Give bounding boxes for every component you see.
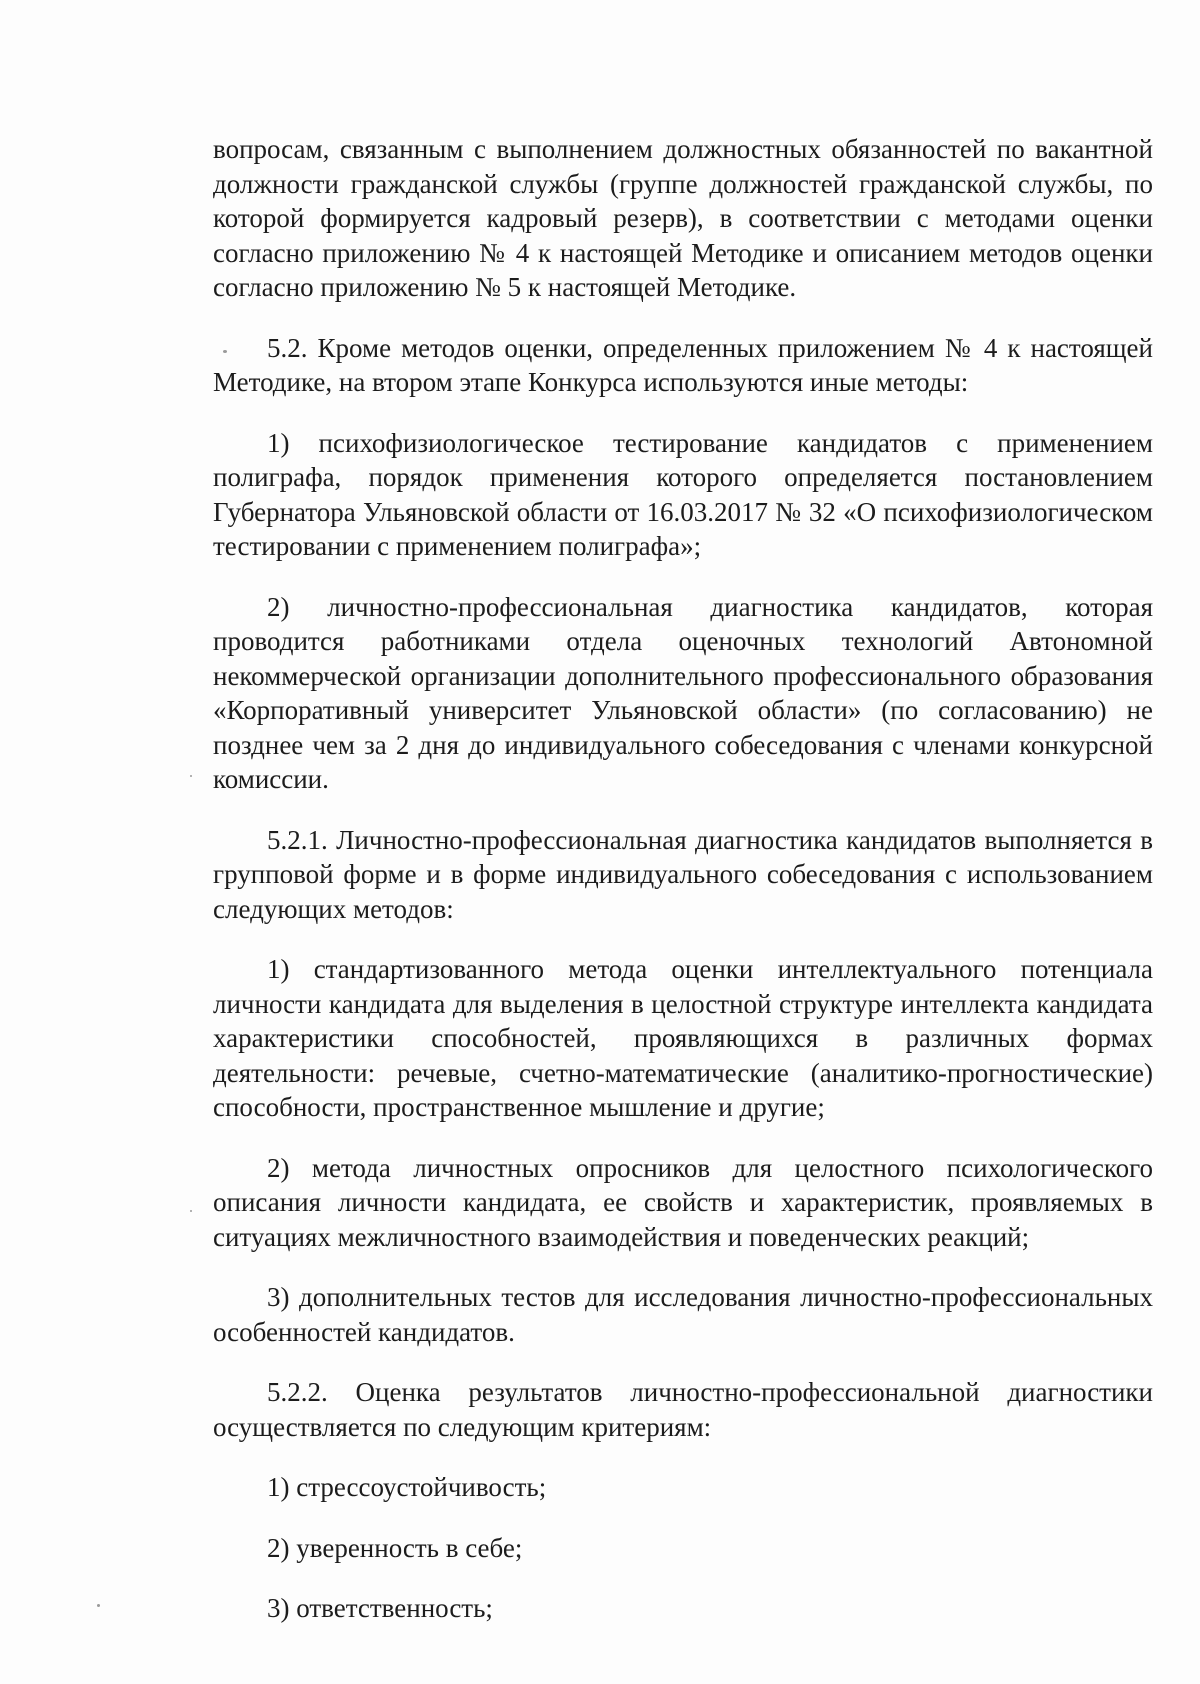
criterion-item: 3) ответственность;: [267, 1593, 493, 1623]
scan-speck: [190, 775, 192, 777]
paragraph-additional-tests: 3) дополнительных тестов для исследования личностно-профессиональных особенностей кандидатов.: [213, 1282, 1153, 1347]
paragraph-personality-questionnaires: 2) метода личностных опросников для целостного психологического описания личности кандидата, ее свойств и характеристик, проявляемых в ситуациях межличностного взаимодействия и поведенческих реакций;: [213, 1152, 1153, 1252]
criterion-item: 2) уверенность в себе;: [267, 1532, 523, 1563]
scan-speck: [190, 1210, 192, 1212]
document-body: [213, 132, 1153, 1652]
paragraph-polygraph-testing: 1) психофизиологическое тестирование кандидатов с применением полиграфа, порядок применения которого определяется постановлением Губернатора Ульяновской области от 16.03.2017 № 32 «О психофизиологическом тестировании с применением полиграфа»;: [213, 427, 1153, 561]
scan-speck: [97, 1604, 100, 1607]
paragraph-5-2-1: 5.2.1. Личностно-профессиональная диагностика кандидатов выполняется в групповой форме и в форме индивидуального собеседования с использованием следующих методов:: [213, 824, 1153, 924]
paragraph-standardized-method: 1) стандартизованного метода оценки интеллектуального потенциала личности кандидата для выделения в целостной структуре интеллекта кандидата характеристики способностей, проявляющихся в различных формах деятельности: речевые, счетно-математические (аналитико-прогностические) способности, пространственное мышление и другие;: [213, 954, 1153, 1122]
paragraph-methods-intro: вопросам, связанным с выполнением должностных обязанностей по вакантной должности гражданской службы (группе должностей гражданской службы, по которой формируется кадровый резерв), в соответствии с методами оценки согласно приложению № 4 к настоящей Методике и описанием методов оценки согласно приложению № 5 к настоящей Методике.: [213, 134, 1153, 302]
paragraph-5-2-2: 5.2.2. Оценка результатов личностно-профессиональной диагностики осуществляется по следующим критериям:: [213, 1377, 1153, 1442]
paragraph-professional-diagnostics: 2) личностно-профессиональная диагностика кандидатов, которая проводится работниками отдела оценочных технологий Автономной некоммерческой организации дополнительного профессионального образования «Корпоративный университет Ульяновской области» (по согласованию) не позднее чем за 2 дня до индивидуального собеседования с членами конкурсной комиссии.: [213, 591, 1153, 794]
scan-speck: [223, 350, 227, 353]
paragraph-5-2: 5.2. Кроме методов оценки, определенных приложением № 4 к настоящей Методике, на втором этапе Конкурса используются иные методы:: [213, 332, 1153, 397]
criterion-item: 1) стрессоустойчивость;: [267, 1472, 547, 1502]
